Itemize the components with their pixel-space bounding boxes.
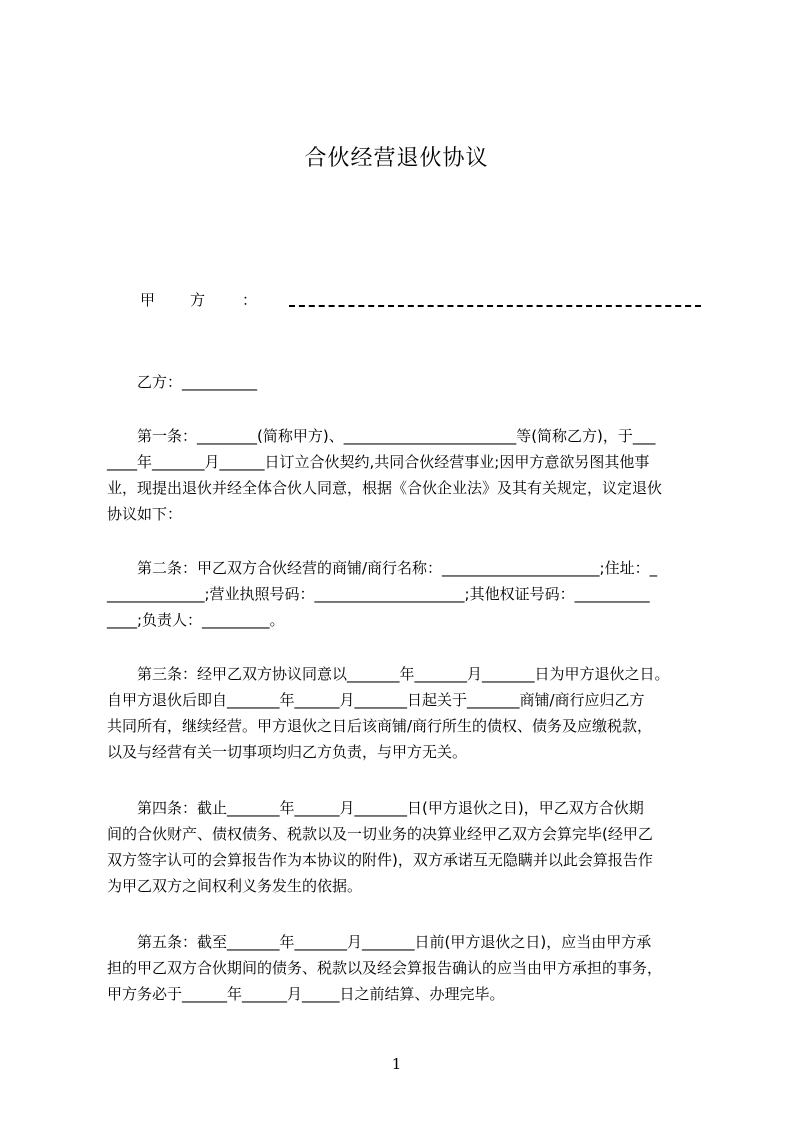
article-1-line: ____年_______月______日订立合伙契约,共同合伙经营事业;因甲方意欲另图其他事 xyxy=(107,453,650,471)
party-b-line: 乙方：__________ xyxy=(137,373,258,391)
article-3-line: 自甲方退伙后即自_______年______月_______日起关于_______商铺/商行应归乙方 xyxy=(107,691,645,709)
article-3 xyxy=(107,661,704,765)
article-3-line: 共同所有，继续经营。甲方退伙之日后该商铺/商行所生的债权、债务及应缴税款， xyxy=(107,717,653,735)
party-a-colon: ： xyxy=(242,291,258,309)
article-4-line: 双方签字认可的会算报告作为本协议的附件)，双方承诺互无隐瞒并以此会算报告作 xyxy=(107,851,653,869)
article-2-line: ____;负责人：_________。 xyxy=(107,611,285,629)
article-2-line: _____________;营业执照号码：____________________;其他权证号码：__________ xyxy=(107,585,650,603)
document-title: 合伙经营退伙协议 xyxy=(304,146,489,171)
article-5-line: 甲方务必于______年______月_____日之前结算、办理完毕。 xyxy=(107,985,505,1003)
article-4-line: 间的合伙财产、债权债务、税款以及一切业务的决算业经甲乙双方会算完毕(经甲乙 xyxy=(107,825,653,843)
article-4-line: 第四条：截止_______年______月_______日(甲方退伙之日)，甲乙双方合伙期 xyxy=(137,799,644,817)
party-a-line xyxy=(137,289,704,313)
article-2 xyxy=(107,555,704,633)
party-a-label-char-2: 方 xyxy=(190,291,206,309)
article-2-line: 第二条：甲乙双方合伙经营的商铺/商行名称：_____________________;住址：_ xyxy=(137,559,658,577)
party-a-blank xyxy=(289,293,701,307)
article-1-line: 第一条：________(简称甲方)、_______________________等(简称乙方)，于___ xyxy=(137,427,656,445)
article-3-line: 第三条：经甲乙双方协议同意以_______年_______月_______日为甲方退伙之日。 xyxy=(137,665,670,683)
page-number: 1 xyxy=(391,1055,402,1073)
article-5-line: 担的甲乙双方合伙期间的债务、税款以及经会算报告确认的应当由甲方承担的事务， xyxy=(107,959,663,977)
article-4-line: 为甲乙双方之间权利义务发生的依据。 xyxy=(107,877,363,895)
article-4 xyxy=(107,795,704,899)
article-3-line: 以及与经营有关一切事项均归乙方负责，与甲方无关。 xyxy=(107,743,468,761)
article-1 xyxy=(107,423,704,527)
article-5 xyxy=(107,929,704,1007)
article-1-line: 协议如下： xyxy=(107,505,183,523)
article-5-line: 第五条：截至_______年_______月_______日前(甲方退伙之日)，应当由甲方承 xyxy=(137,933,652,951)
party-a-label-char-1: 甲 xyxy=(140,291,156,309)
article-1-line: 业，现提出退伙并经全体合伙人同意，根据《合伙企业法》及其有关规定，议定退伙 xyxy=(107,479,663,497)
